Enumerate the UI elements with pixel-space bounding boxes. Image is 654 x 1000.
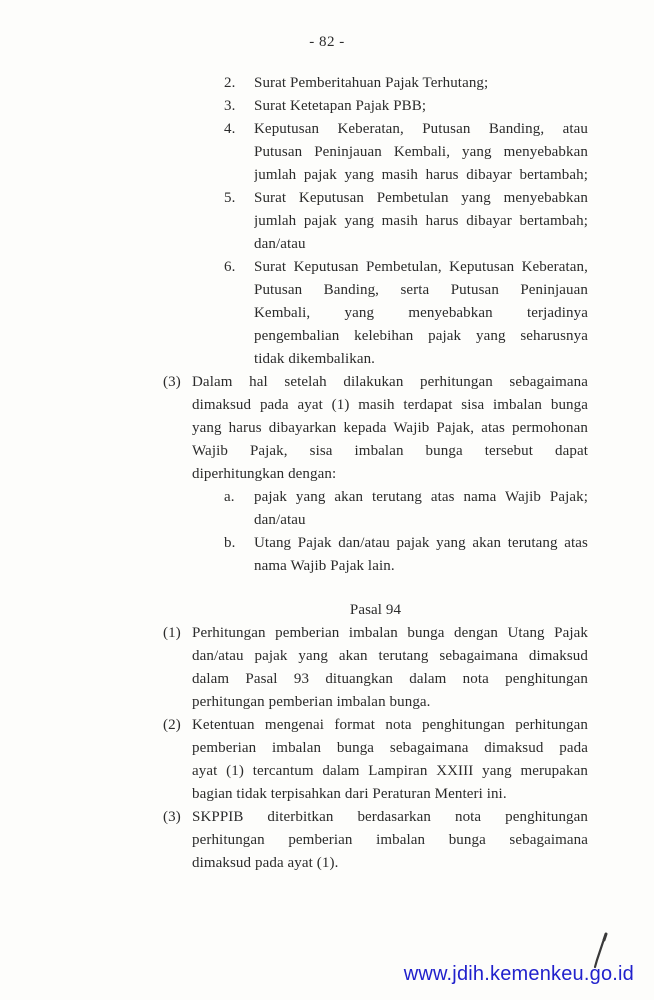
- item-text: [254, 118, 588, 187]
- text-line: tidak dikembalikan.: [254, 351, 376, 367]
- text-line: Kembali, yang menyebabkan terjadinya: [254, 305, 588, 321]
- text-line: pajak yang akan terutang atas nama Wajib Pajak;: [254, 489, 588, 505]
- text-line: Perhitungan pemberian imbalan bunga dengan Utang Pajak: [192, 625, 588, 641]
- item-marker: a.: [224, 489, 235, 505]
- list-item: [224, 256, 588, 371]
- text-line: SKPPIB diterbitkan berdasarkan nota penghitungan: [192, 809, 588, 825]
- item-text: [254, 486, 588, 532]
- item-text: [254, 256, 588, 371]
- item-text: [192, 371, 588, 486]
- item-text: [254, 532, 588, 578]
- text-line: Surat Keputusan Pembetulan yang menyebabkan: [254, 190, 588, 206]
- text-line: diperhitungkan dengan:: [192, 466, 337, 482]
- text-line: Surat Ketetapan Pajak PBB;: [254, 98, 427, 114]
- text-line: perhitungan pemberian imbalan bunga sebagaimana: [192, 832, 588, 848]
- list-item: [224, 95, 588, 118]
- text-line: Surat Pemberitahuan Pajak Terhutang;: [254, 75, 489, 91]
- list-item: [224, 187, 588, 256]
- section-heading: Pasal 94: [349, 602, 402, 618]
- item-marker: 6.: [224, 259, 236, 275]
- page-number: - 82 -: [309, 34, 345, 50]
- item-marker: 5.: [224, 190, 236, 206]
- text-line: Ketentuan mengenai format nota penghitungan perhitungan: [192, 717, 588, 733]
- text-line: dan/atau: [254, 236, 306, 252]
- text-line: Wajib Pajak, sisa imbalan bunga tersebut dapat: [192, 443, 588, 459]
- text-line: Dalam hal setelah dilakukan perhitungan sebagaimana: [192, 374, 588, 390]
- text-line: dan/atau: [254, 512, 306, 528]
- text-line: Keputusan Keberatan, Putusan Banding, atau: [254, 121, 588, 137]
- text-line: nama Wajib Pajak lain.: [254, 558, 395, 574]
- text-line: dan/atau pajak yang akan terutang sebagaimana dimaksud: [192, 648, 588, 664]
- list-item: [163, 622, 588, 714]
- item-text: [192, 714, 588, 806]
- item-marker: b.: [224, 535, 236, 551]
- list-item: [163, 371, 588, 486]
- watermark-url: www.jdih.kemenkeu.go.id: [403, 963, 634, 985]
- item-text: [254, 72, 588, 95]
- text-line: Putusan Banding, serta Putusan Peninjauan: [254, 282, 588, 298]
- item-text: [192, 806, 588, 875]
- list-item: [224, 72, 588, 95]
- list-item: [163, 806, 588, 875]
- text-line: Putusan Peninjauan Kembali, yang menyebabkan: [254, 144, 588, 160]
- list-item: [224, 118, 588, 187]
- list-item: [224, 486, 588, 532]
- item-marker: 3.: [224, 98, 236, 114]
- item-text: [254, 95, 588, 118]
- text-line: ayat (1) tercantum dalam Lampiran XXIII yang merupakan: [192, 763, 588, 779]
- item-text: [192, 622, 588, 714]
- item-marker: 2.: [224, 75, 236, 91]
- list-item: [163, 714, 588, 806]
- text-line: dimaksud pada ayat (1) masih terdapat sisa imbalan bunga: [192, 397, 588, 413]
- text-line: jumlah pajak yang masih harus dibayar bertambah;: [254, 167, 588, 183]
- item-marker: (3): [163, 374, 181, 390]
- text-line: Utang Pajak dan/atau pajak yang akan terutang atas: [254, 535, 588, 551]
- text-line: jumlah pajak yang masih harus dibayar bertambah;: [254, 213, 588, 229]
- paragraph-spacer: [163, 578, 588, 599]
- text-line: yang harus dibayarkan kepada Wajib Pajak, atas permohonan: [192, 420, 588, 436]
- item-marker: (1): [163, 625, 181, 641]
- text-line: bagian tidak terpisahkan dari Peraturan Menteri ini.: [192, 786, 507, 802]
- item-marker: 4.: [224, 121, 236, 137]
- item-marker: (3): [163, 809, 181, 825]
- item-text: [254, 187, 588, 256]
- list-item: [224, 532, 588, 578]
- page-content: [163, 72, 588, 875]
- text-line: perhitungan pemberian imbalan bunga.: [192, 694, 431, 710]
- item-marker: (2): [163, 717, 181, 733]
- text-line: pengembalian kelebihan pajak yang seharusnya: [254, 328, 588, 344]
- text-line: dimaksud pada ayat (1).: [192, 855, 339, 871]
- text-line: dalam Pasal 93 dituangkan dalam nota penghitungan: [192, 671, 588, 687]
- text-line: pemberian imbalan bunga sebagaimana dimaksud pada: [192, 740, 588, 756]
- text-line: Surat Keputusan Pembetulan, Keputusan Keberatan,: [254, 259, 588, 275]
